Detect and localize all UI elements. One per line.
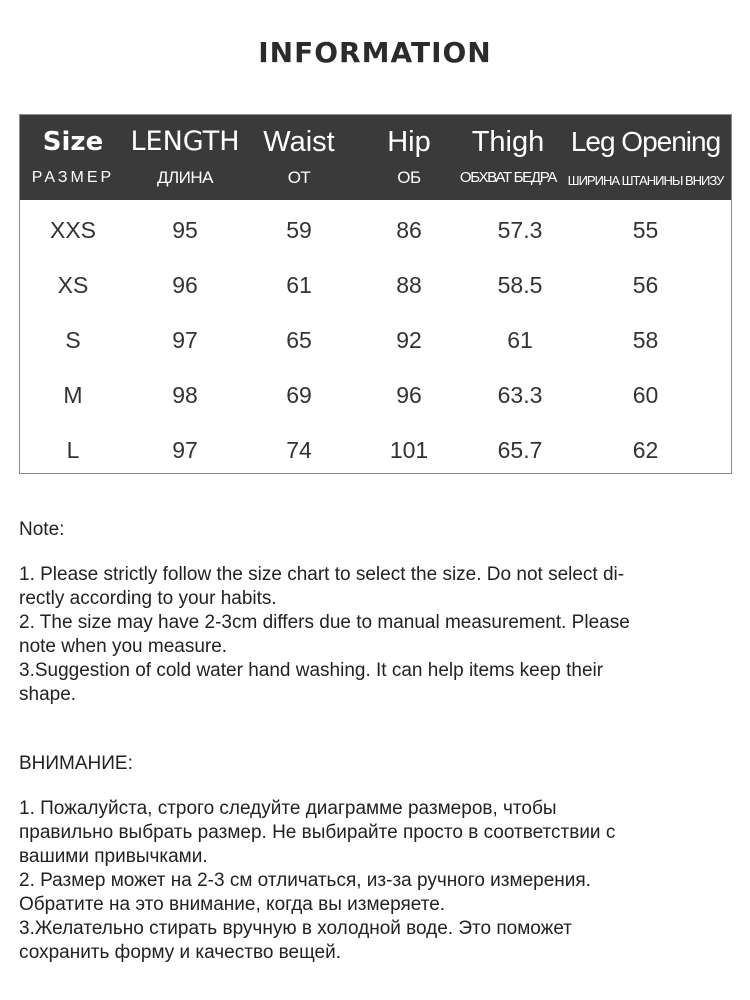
cell-length: 97	[172, 327, 198, 353]
cell-thigh: 61	[507, 327, 533, 353]
cell-waist: 65	[286, 327, 312, 353]
header-hip-ru: ОБ	[397, 168, 421, 187]
table-row	[20, 313, 731, 368]
table-row	[20, 258, 731, 313]
table-header	[20, 115, 731, 200]
header-hip	[354, 115, 464, 200]
cell-leg-opening: 60	[632, 382, 659, 408]
note-line: сохранить форму и качество вещей.	[19, 942, 341, 963]
header-leg-opening-en: Leg Opening	[570, 126, 721, 157]
header-hip-en: Hip	[387, 126, 431, 158]
note-line: 2. Размер может на 2-3 см отличаться, из-за ручного измерения.	[19, 870, 591, 891]
header-length-ru: ДЛИНА	[156, 168, 213, 187]
notes-en-heading: Note:	[19, 519, 65, 540]
header-size	[20, 115, 126, 200]
cell-leg-opening: 58	[632, 327, 659, 353]
cell-size: XXS	[49, 217, 97, 243]
header-size-en: Size	[42, 127, 104, 157]
header-waist-ru: ОТ	[287, 168, 311, 187]
table-row	[20, 423, 731, 478]
note-line: 1. Please strictly follow the size chart to select the size. Do not select di-	[19, 564, 625, 585]
cell-hip: 88	[396, 272, 422, 298]
header-length	[126, 115, 244, 200]
notes-ru-heading: ВНИМАНИЕ:	[19, 753, 133, 774]
cell-hip: 92	[396, 327, 422, 353]
cell-waist: 59	[286, 217, 312, 243]
cell-hip: 96	[396, 382, 422, 408]
cell-leg-opening: 62	[632, 437, 659, 463]
cell-hip: 101	[389, 437, 429, 463]
table-row	[20, 368, 731, 423]
header-thigh-en: Thigh	[471, 126, 545, 158]
cell-length: 96	[172, 272, 198, 298]
note-line: rectly according to your habits.	[19, 588, 277, 609]
header-leg-opening	[560, 115, 731, 200]
note-line: Обратите на это внимание, когда вы измеряете.	[19, 894, 446, 915]
cell-waist: 61	[286, 272, 312, 298]
note-line: 3.Желательно стирать вручную в холодной воде. Это поможет	[19, 918, 573, 939]
cell-length: 95	[172, 217, 198, 243]
header-size-ru: РАЗМЕР	[31, 169, 115, 186]
note-line: 2. The size may have 2-3cm differs due to manual measurement. Please	[19, 612, 630, 633]
cell-size: M	[63, 382, 83, 408]
cell-waist: 69	[286, 382, 312, 408]
cell-thigh: 63.3	[497, 382, 543, 408]
cell-size: XS	[57, 272, 89, 298]
cell-length: 97	[172, 437, 198, 463]
header-waist	[244, 115, 354, 200]
cell-thigh: 65.7	[497, 437, 543, 463]
note-line: вашими привычками.	[19, 846, 208, 867]
cell-thigh: 58.5	[497, 272, 543, 298]
cell-leg-opening: 55	[632, 217, 659, 243]
header-length-en: LENGTH	[130, 126, 240, 157]
note-line: правильно выбрать размер. Не выбирайте просто в соответствии с	[19, 822, 616, 843]
table-row	[20, 203, 731, 258]
cell-leg-opening: 56	[632, 272, 659, 298]
cell-waist: 74	[286, 437, 312, 463]
note-line: 3.Suggestion of cold water hand washing. It can help items keep their	[19, 660, 604, 681]
note-line: 1. Пожалуйста, строго следуйте диаграмме размеров, чтобы	[19, 798, 557, 819]
page-title: INFORMATION	[258, 36, 492, 69]
note-line: note when you measure.	[19, 636, 228, 657]
header-thigh-ru: ОБХВАТ БЕДРА	[459, 169, 557, 186]
header-leg-opening-ru: ШИРИНА ШТАНИНЫ ВНИЗУ	[567, 173, 724, 188]
cell-size: L	[66, 437, 80, 463]
notes-section	[19, 518, 719, 965]
cell-thigh: 57.3	[497, 217, 543, 243]
cell-length: 98	[172, 382, 198, 408]
header-waist-en: Waist	[263, 126, 335, 158]
header-thigh	[450, 115, 566, 200]
size-chart-table	[19, 114, 732, 474]
note-line: shape.	[19, 684, 77, 705]
cell-size: S	[65, 327, 81, 353]
cell-hip: 86	[396, 217, 422, 243]
